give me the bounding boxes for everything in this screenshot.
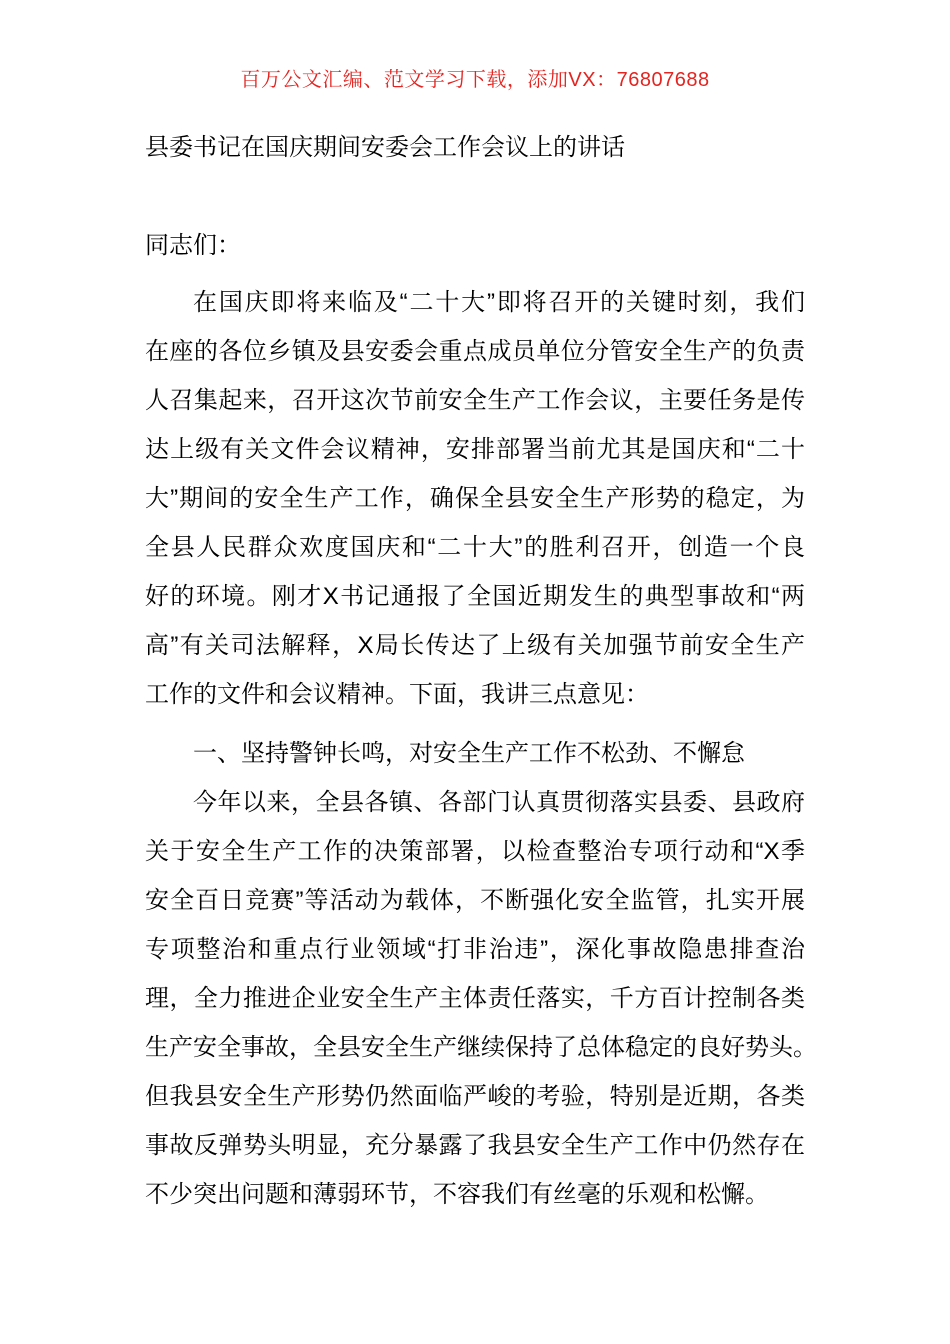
text-line: 不少突出问题和薄弱环节，不容我们有丝毫的乐观和松懈。 — [145, 1181, 769, 1208]
text-line: 人召集起来，召开这次节前安全生产工作会议，主要任务是传 — [145, 387, 805, 414]
text-line: 在国庆即将来临及“二十大”即将召开的关键时刻，我们 — [193, 289, 805, 316]
text-line: 安全百日竞赛”等活动为载体，不断强化安全监管，扎实开展 — [145, 887, 805, 914]
document-title: 县委书记在国庆期间安委会工作会议上的讲话 — [145, 134, 625, 161]
text-line: 但我县安全生产形势仍然面临严峻的考验，特别是近期，各类 — [145, 1083, 805, 1110]
text-line: 生产安全事故，全县安全生产继续保持了总体稳定的良好势头。 — [145, 1034, 817, 1061]
text-line: 关于安全生产工作的决策部署，以检查整治专项行动和“X季 — [145, 838, 805, 865]
text-line: 工作的文件和会议精神。下面，我讲三点意见： — [145, 681, 649, 708]
salutation-line: 同志们： — [145, 232, 241, 259]
text-line: 好的环境。刚才X书记通报了全国近期发生的典型事故和“两 — [145, 583, 805, 610]
text-line: 在座的各位乡镇及县安委会重点成员单位分管安全生产的负责 — [145, 338, 805, 365]
text-line: 全县人民群众欢度国庆和“二十大”的胜利召开，创造一个良 — [145, 534, 805, 561]
text-line: 大”期间的安全生产工作，确保全县安全生产形势的稳定，为 — [145, 485, 805, 512]
text-line: 事故反弹势头明显，充分暴露了我县安全生产工作中仍然存在 — [145, 1132, 805, 1159]
section-heading: 一、坚持警钟长鸣，对安全生产工作不松劲、不懈怠 — [193, 740, 745, 767]
text-line: 今年以来，全县各镇、各部门认真贯彻落实县委、县政府 — [193, 789, 805, 816]
text-line: 达上级有关文件会议精神，安排部署当前尤其是国庆和“二十 — [145, 436, 805, 463]
text-line: 高”有关司法解释，X局长传达了上级有关加强节前安全生产 — [145, 632, 805, 659]
document-body — [145, 221, 817, 1219]
text-line: 专项整治和重点行业领域“打非治违”，深化事故隐患排查治 — [145, 936, 805, 963]
promo-banner: 百万公文汇编、范文学习下载，添加VX：76807688 — [240, 69, 710, 91]
text-line: 理，全力推进企业安全生产主体责任落实，千方百计控制各类 — [145, 985, 805, 1012]
